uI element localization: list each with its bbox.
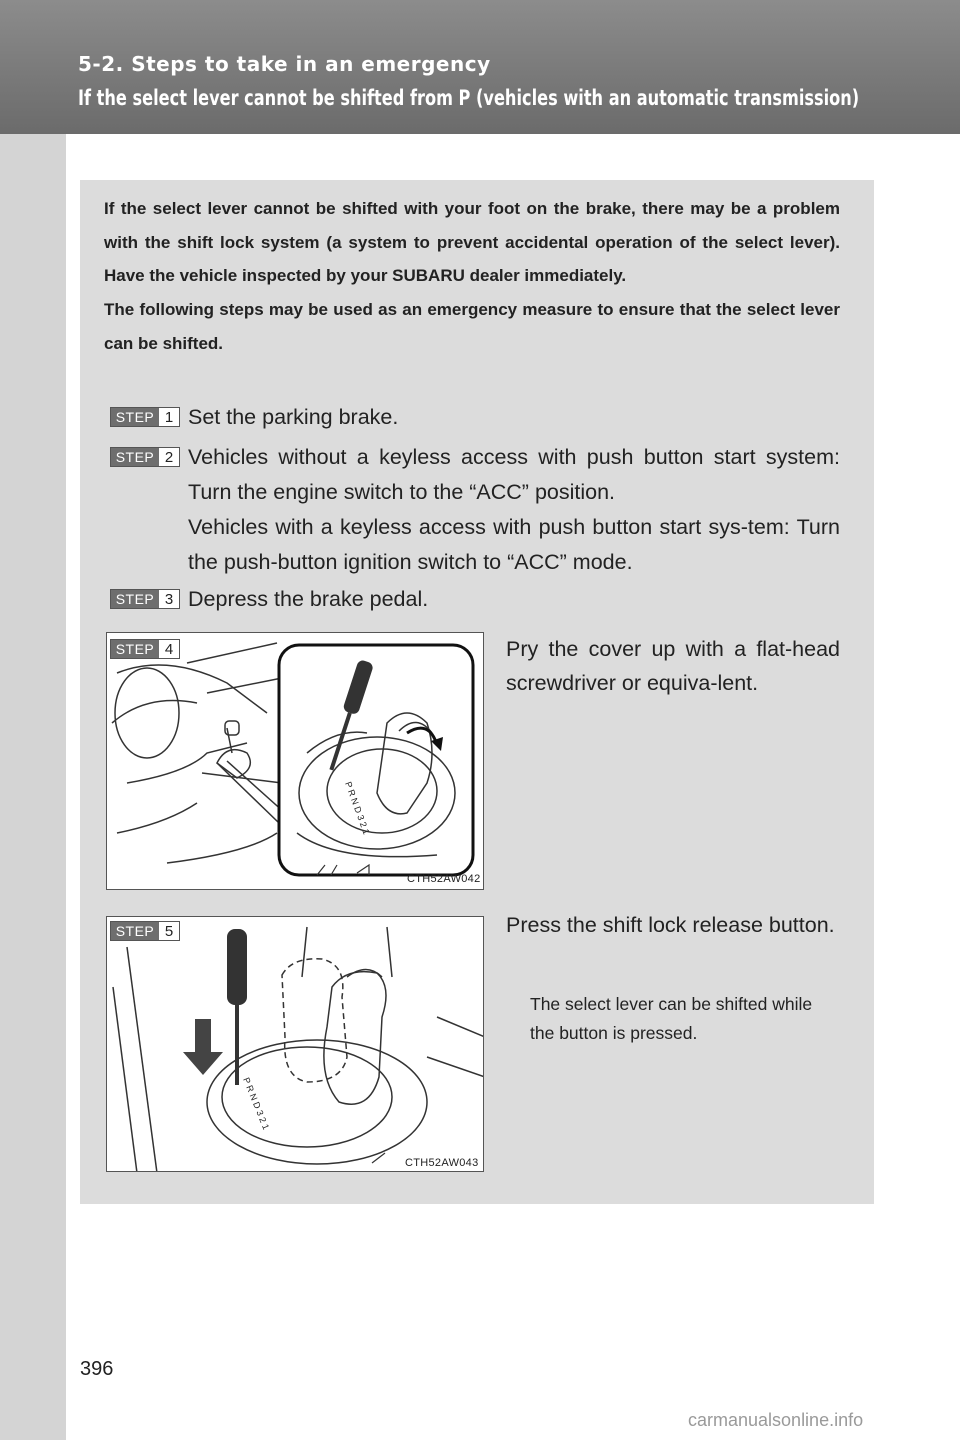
step-2-badge bbox=[110, 447, 180, 467]
step-4-badge bbox=[110, 639, 180, 659]
step-number: 5 bbox=[164, 922, 174, 940]
step-number: 4 bbox=[164, 640, 174, 658]
step-5-text: Press the shift lock release button. bbox=[506, 913, 835, 937]
intro-paragraph-warning: If the select lever cannot be shifted with your foot on the brake, there may be a problem with the shift lock system (a system to prevent accidental operation of the select lever). Have the vehicle inspected by your SUBARU dealer immediately. bbox=[104, 199, 840, 286]
site-watermark: carmanualsonline.info bbox=[688, 1410, 864, 1430]
step-number: 3 bbox=[164, 590, 174, 608]
step-3-text: Depress the brake pedal. bbox=[188, 587, 429, 611]
intro-text bbox=[104, 192, 840, 361]
step-1-text: Set the parking brake. bbox=[188, 405, 399, 429]
page-number: 396 bbox=[80, 1358, 114, 1380]
section-label: 5-2. Steps to take in an emergency bbox=[78, 52, 491, 76]
step-5-note: The select lever can be shifted while the button is pressed. bbox=[530, 994, 813, 1043]
svg-text:P R N D 3 2 1: P R N D 3 2 1 bbox=[343, 780, 372, 836]
svg-text:P R N D 3 2 1: P R N D 3 2 1 bbox=[241, 1076, 272, 1132]
shift-lock-release-drawing bbox=[107, 917, 484, 1172]
figure-code: CTH52AW043 bbox=[405, 1157, 479, 1169]
step-2-text: Vehicles without a keyless access with push button start system: Turn the engine switch to the “ACC” position. bbox=[188, 445, 840, 504]
page-header bbox=[0, 0, 960, 134]
step-5-illustration bbox=[106, 916, 484, 1172]
step-number: 2 bbox=[164, 448, 174, 466]
step-word: STEP bbox=[111, 448, 159, 466]
figure-code: CTH52AW042 bbox=[407, 873, 481, 885]
step-word: STEP bbox=[111, 590, 159, 608]
step-4-illustration bbox=[106, 632, 484, 890]
shift-lever-cover-drawing bbox=[107, 633, 484, 890]
step-2-text-keyless: Vehicles with a keyless access with push button start sys-tem: Turn the push-button ignition switch to “ACC” mode. bbox=[188, 515, 840, 574]
step-4-text: Pry the cover up with a flat-head screwdriver or equiva-lent. bbox=[506, 637, 840, 695]
step-5-badge bbox=[110, 921, 180, 941]
step-3-badge bbox=[110, 589, 180, 609]
page-margin-bar bbox=[0, 0, 66, 1440]
step-word: STEP bbox=[111, 922, 159, 940]
step-number: 1 bbox=[164, 408, 174, 426]
step-word: STEP bbox=[111, 408, 159, 426]
step-1-badge bbox=[110, 407, 180, 427]
page-title: If the select lever cannot be shifted from P (vehicles with an automatic transmission) bbox=[78, 86, 860, 110]
step-word: STEP bbox=[111, 640, 159, 658]
intro-paragraph-emergency: The following steps may be used as an emergency measure to ensure that the select lever can be shifted. bbox=[104, 300, 840, 353]
